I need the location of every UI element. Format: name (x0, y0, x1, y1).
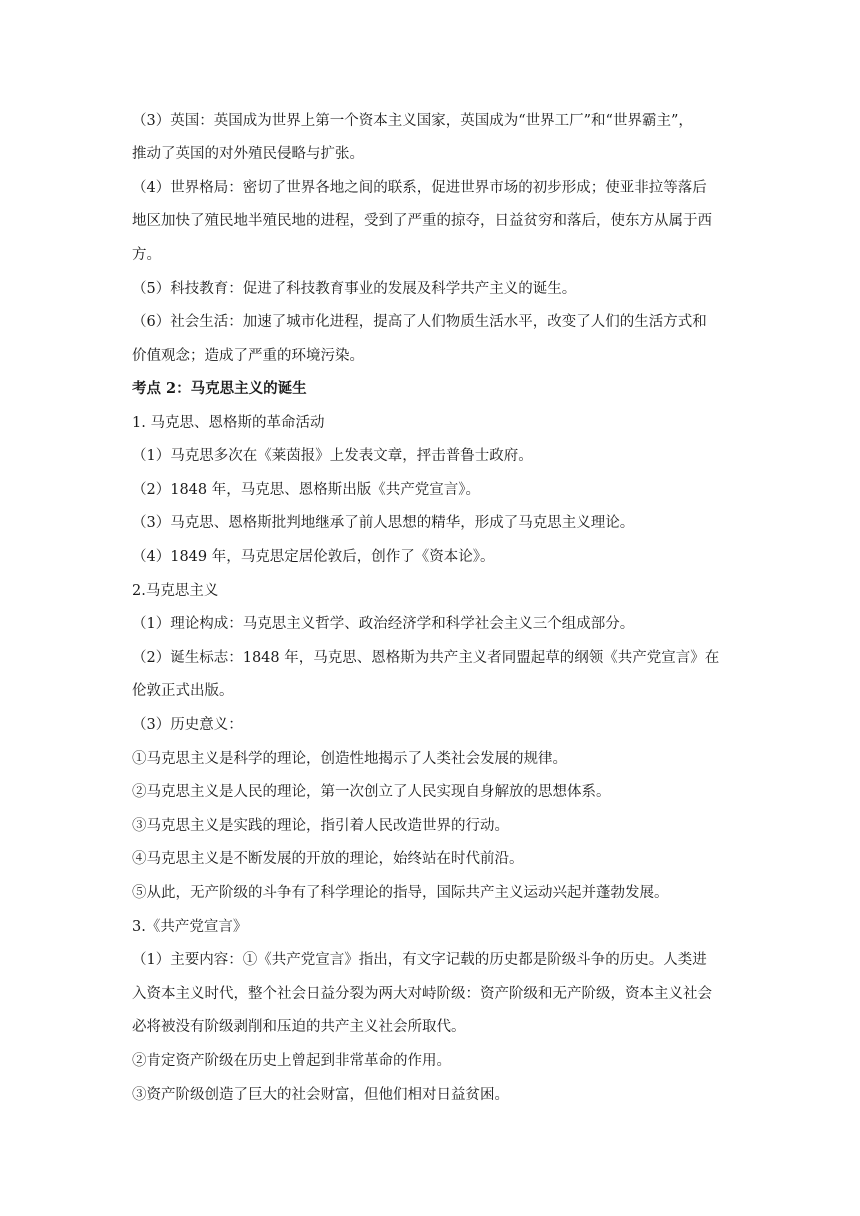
text-line: （3）马克思、恩格斯批判地继承了前人思想的精华，形成了马克思主义理论。 (132, 515, 635, 531)
text-line: 推动了英国的对外殖民侵略与扩张。 (132, 146, 364, 162)
text-line: （4）世界格局：密切了世界各地之间的联系，促进世界市场的初步形成；使亚非拉等落后 (132, 180, 707, 196)
text-line: ①马克思主义是科学的理论，创造性地揭示了人类社会发展的规律。 (132, 751, 567, 767)
section-heading: 考点 2：马克思主义的诞生 (132, 380, 307, 397)
text-line: ④马克思主义是不断发展的开放的理论，始终站在时代前沿。 (132, 851, 524, 867)
text-line: 入资本主义时代，整个社会日益分裂为两大对峙阶级：资产阶级和无产阶级，资本主义社会 (132, 986, 712, 1002)
text-line: （3）历史意义： (132, 717, 243, 733)
text-line: 必将被没有阶级剥削和压迫的共产主义社会所取代。 (132, 1019, 466, 1035)
text-line: （2）诞生标志：1848 年，马克思、恩格斯为共产主义者同盟起草的纲领《共产党宣言》在 (132, 650, 720, 666)
text-line: 伦敦正式出版。 (132, 683, 234, 699)
text-line: ③马克思主义是实践的理论，指引着人民改造世界的行动。 (132, 818, 509, 834)
text-line: （5）科技教育：促进了科技教育事业的发展及科学共产主义的诞生。 (132, 281, 577, 297)
subsection-heading: 1. 马克思、恩格斯的革命活动 (132, 415, 325, 431)
text-line: ②马克思主义是人民的理论，第一次创立了人民实现自身解放的思想体系。 (132, 784, 611, 800)
text-line: ②肯定资产阶级在历史上曾起到非常革命的作用。 (132, 1053, 451, 1069)
text-line: （1）理论构成：马克思主义哲学、政治经济学和科学社会主义三个组成部分。 (132, 616, 635, 632)
text-line: ③资产阶级创造了巨大的社会财富，但他们相对日益贫困。 (132, 1087, 509, 1103)
text-line: （3）英国：英国成为世界上第一个资本主义国家，英国成为“世界工厂”和“世界霸主”， (132, 113, 693, 129)
text-line: （1）马克思多次在《莱茵报》上发表文章，抨击普鲁士政府。 (132, 448, 533, 464)
subsection-heading: 2.马克思主义 (132, 583, 219, 599)
text-line: （1）主要内容：①《共产党宣言》指出，有文字记载的历史都是阶级斗争的历史。人类进 (132, 952, 707, 968)
text-line: 价值观念；造成了严重的环境污染。 (132, 348, 364, 364)
text-line: ⑤从此，无产阶级的斗争有了科学理论的指导，国际共产主义运动兴起并蓬勃发展。 (132, 885, 669, 901)
text-line: （6）社会生活：加速了城市化进程，提高了人们物质生活水平，改变了人们的生活方式和 (132, 314, 707, 330)
text-line: 地区加快了殖民地半殖民地的进程，受到了严重的掠夺，日益贫穷和落后，使东方从属于西 (132, 213, 712, 229)
text-line: 方。 (132, 247, 161, 263)
text-line: （4）1849 年，马克思定居伦敦后，创作了《资本论》。 (132, 549, 495, 565)
text-line: （2）1848 年，马克思、恩格斯出版《共产党宣言》。 (132, 482, 480, 498)
subsection-heading: 3.《共产党宣言》 (132, 919, 248, 935)
